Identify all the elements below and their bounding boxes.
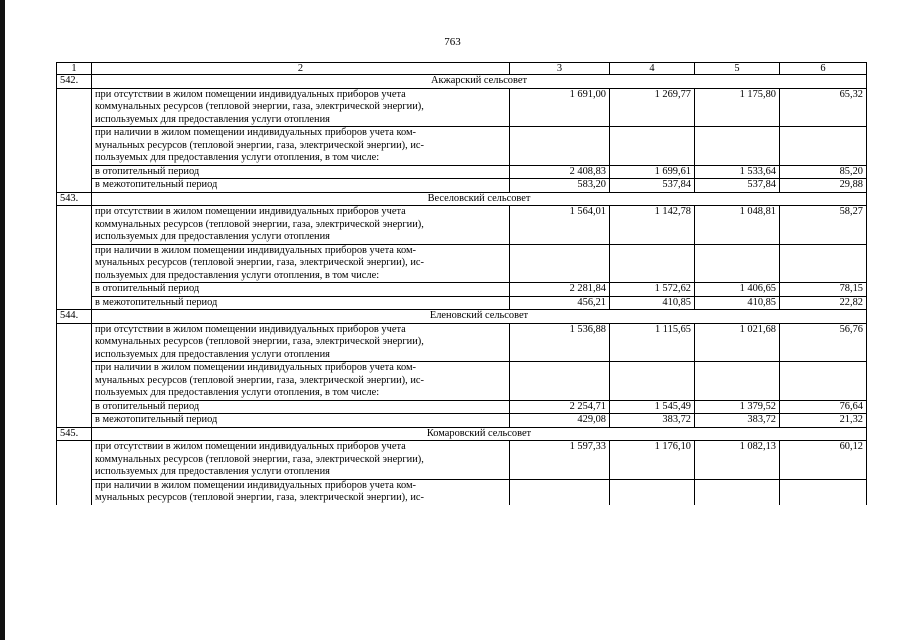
value-cell: 2 408,83 <box>510 165 610 179</box>
row-description: в межотопительный период <box>92 296 510 310</box>
non-heating-period-row <box>57 296 867 310</box>
without-meters-row <box>57 88 867 127</box>
non-heating-period-row <box>57 414 867 428</box>
row-description: в межотопительный период <box>92 179 510 193</box>
value-cell: 1 269,77 <box>610 88 695 127</box>
column-header: 2 <box>92 63 510 75</box>
value-cell: 1 545,49 <box>610 400 695 414</box>
value-cell: 56,76 <box>780 323 867 362</box>
value-cell: 410,85 <box>695 296 780 310</box>
value-cell <box>610 127 695 166</box>
group-title: Комаровский сельсовет <box>92 427 867 441</box>
tariff-table <box>56 62 867 505</box>
value-cell <box>610 244 695 283</box>
value-cell: 383,72 <box>610 414 695 428</box>
value-cell: 21,32 <box>780 414 867 428</box>
value-cell: 1 082,13 <box>695 441 780 480</box>
with-meters-row <box>57 127 867 166</box>
value-cell <box>695 127 780 166</box>
value-cell: 78,15 <box>780 283 867 297</box>
value-cell <box>510 244 610 283</box>
column-header: 6 <box>780 63 867 75</box>
column-header: 4 <box>610 63 695 75</box>
group-title-row <box>57 192 867 206</box>
row-description: при наличии в жилом помещении индивидуальных приборов учета ком- мунальных ресурсов (тепловой энергии, газа, электрической энергии), ис- пользуемых для предоставления услуги отопления, в том числе: <box>92 244 510 283</box>
value-cell: 65,32 <box>780 88 867 127</box>
value-cell: 29,88 <box>780 179 867 193</box>
value-cell: 1 533,64 <box>695 165 780 179</box>
value-cell <box>780 362 867 401</box>
value-cell: 1 536,88 <box>510 323 610 362</box>
value-cell: 76,64 <box>780 400 867 414</box>
value-cell <box>510 362 610 401</box>
with-meters-row <box>57 479 867 505</box>
with-meters-row <box>57 362 867 401</box>
heating-period-row <box>57 400 867 414</box>
value-cell <box>610 479 695 505</box>
group-index: 542. <box>57 75 92 89</box>
value-cell: 1 406,65 <box>695 283 780 297</box>
group-title: Еленовский сельсовет <box>92 310 867 324</box>
column-header: 5 <box>695 63 780 75</box>
without-meters-row <box>57 206 867 245</box>
value-cell: 383,72 <box>695 414 780 428</box>
blank-index-cell <box>57 88 92 192</box>
without-meters-row <box>57 323 867 362</box>
value-cell: 1 175,80 <box>695 88 780 127</box>
column-header: 3 <box>510 63 610 75</box>
value-cell: 429,08 <box>510 414 610 428</box>
group-title-row <box>57 310 867 324</box>
row-description: в отопительный период <box>92 165 510 179</box>
group-index: 544. <box>57 310 92 324</box>
value-cell: 1 564,01 <box>510 206 610 245</box>
value-cell: 537,84 <box>695 179 780 193</box>
value-cell: 22,82 <box>780 296 867 310</box>
row-description: в отопительный период <box>92 283 510 297</box>
group-index: 545. <box>57 427 92 441</box>
heating-period-row <box>57 165 867 179</box>
value-cell: 60,12 <box>780 441 867 480</box>
heating-period-row <box>57 283 867 297</box>
value-cell <box>695 362 780 401</box>
row-description: при отсутствии в жилом помещении индивидуальных приборов учета коммунальных ресурсов (тепловой энергии, газа, электрической энергии), используемых для предоставления услуги отопления <box>92 441 510 480</box>
value-cell: 1 597,33 <box>510 441 610 480</box>
group-title: Веселовский сельсовет <box>92 192 867 206</box>
scan-edge-bar <box>0 0 5 640</box>
value-cell: 1 142,78 <box>610 206 695 245</box>
with-meters-row <box>57 244 867 283</box>
group-index: 543. <box>57 192 92 206</box>
blank-index-cell <box>57 323 92 427</box>
value-cell: 456,21 <box>510 296 610 310</box>
column-header: 1 <box>57 63 92 75</box>
value-cell <box>780 127 867 166</box>
blank-index-cell <box>57 206 92 310</box>
group-title: Акжарский сельсовет <box>92 75 867 89</box>
page-number: 763 <box>444 36 461 48</box>
value-cell: 1 115,65 <box>610 323 695 362</box>
value-cell <box>695 244 780 283</box>
value-cell: 1 048,81 <box>695 206 780 245</box>
row-description: при отсутствии в жилом помещении индивидуальных приборов учета коммунальных ресурсов (тепловой энергии, газа, электрической энергии), используемых для предоставления услуги отопления <box>92 206 510 245</box>
group-title-row <box>57 75 867 89</box>
value-cell: 1 176,10 <box>610 441 695 480</box>
group-title-row <box>57 427 867 441</box>
value-cell <box>510 479 610 505</box>
value-cell <box>610 362 695 401</box>
row-description: в отопительный период <box>92 400 510 414</box>
row-description: при наличии в жилом помещении индивидуальных приборов учета ком- мунальных ресурсов (тепловой энергии, газа, электрической энергии), ис- пользуемых для предоставления услуги отопления, в том числе: <box>92 362 510 401</box>
row-description: при наличии в жилом помещении индивидуальных приборов учета ком- мунальных ресурсов (тепловой энергии, газа, электрической энергии), ис- пользуемых для предоставления услуги отопления, в том числе: <box>92 127 510 166</box>
row-description: при наличии в жилом помещении индивидуальных приборов учета ком- мунальных ресурсов (тепловой энергии, газа, электрической энергии), ис- <box>92 479 510 505</box>
value-cell: 58,27 <box>780 206 867 245</box>
column-number-row <box>57 63 867 75</box>
value-cell: 1 572,62 <box>610 283 695 297</box>
value-cell: 2 254,71 <box>510 400 610 414</box>
value-cell: 410,85 <box>610 296 695 310</box>
row-description: в межотопительный период <box>92 414 510 428</box>
value-cell <box>780 479 867 505</box>
value-cell: 583,20 <box>510 179 610 193</box>
value-cell: 2 281,84 <box>510 283 610 297</box>
value-cell: 1 699,61 <box>610 165 695 179</box>
value-cell <box>780 244 867 283</box>
value-cell <box>510 127 610 166</box>
row-description: при отсутствии в жилом помещении индивидуальных приборов учета коммунальных ресурсов (тепловой энергии, газа, электрической энергии), используемых для предоставления услуги отопления <box>92 323 510 362</box>
value-cell: 1 021,68 <box>695 323 780 362</box>
non-heating-period-row <box>57 179 867 193</box>
value-cell <box>695 479 780 505</box>
value-cell: 537,84 <box>610 179 695 193</box>
value-cell: 1 379,52 <box>695 400 780 414</box>
value-cell: 85,20 <box>780 165 867 179</box>
blank-index-cell <box>57 441 92 505</box>
row-description: при отсутствии в жилом помещении индивидуальных приборов учета коммунальных ресурсов (тепловой энергии, газа, электрической энергии), используемых для предоставления услуги отопления <box>92 88 510 127</box>
value-cell: 1 691,00 <box>510 88 610 127</box>
without-meters-row <box>57 441 867 480</box>
